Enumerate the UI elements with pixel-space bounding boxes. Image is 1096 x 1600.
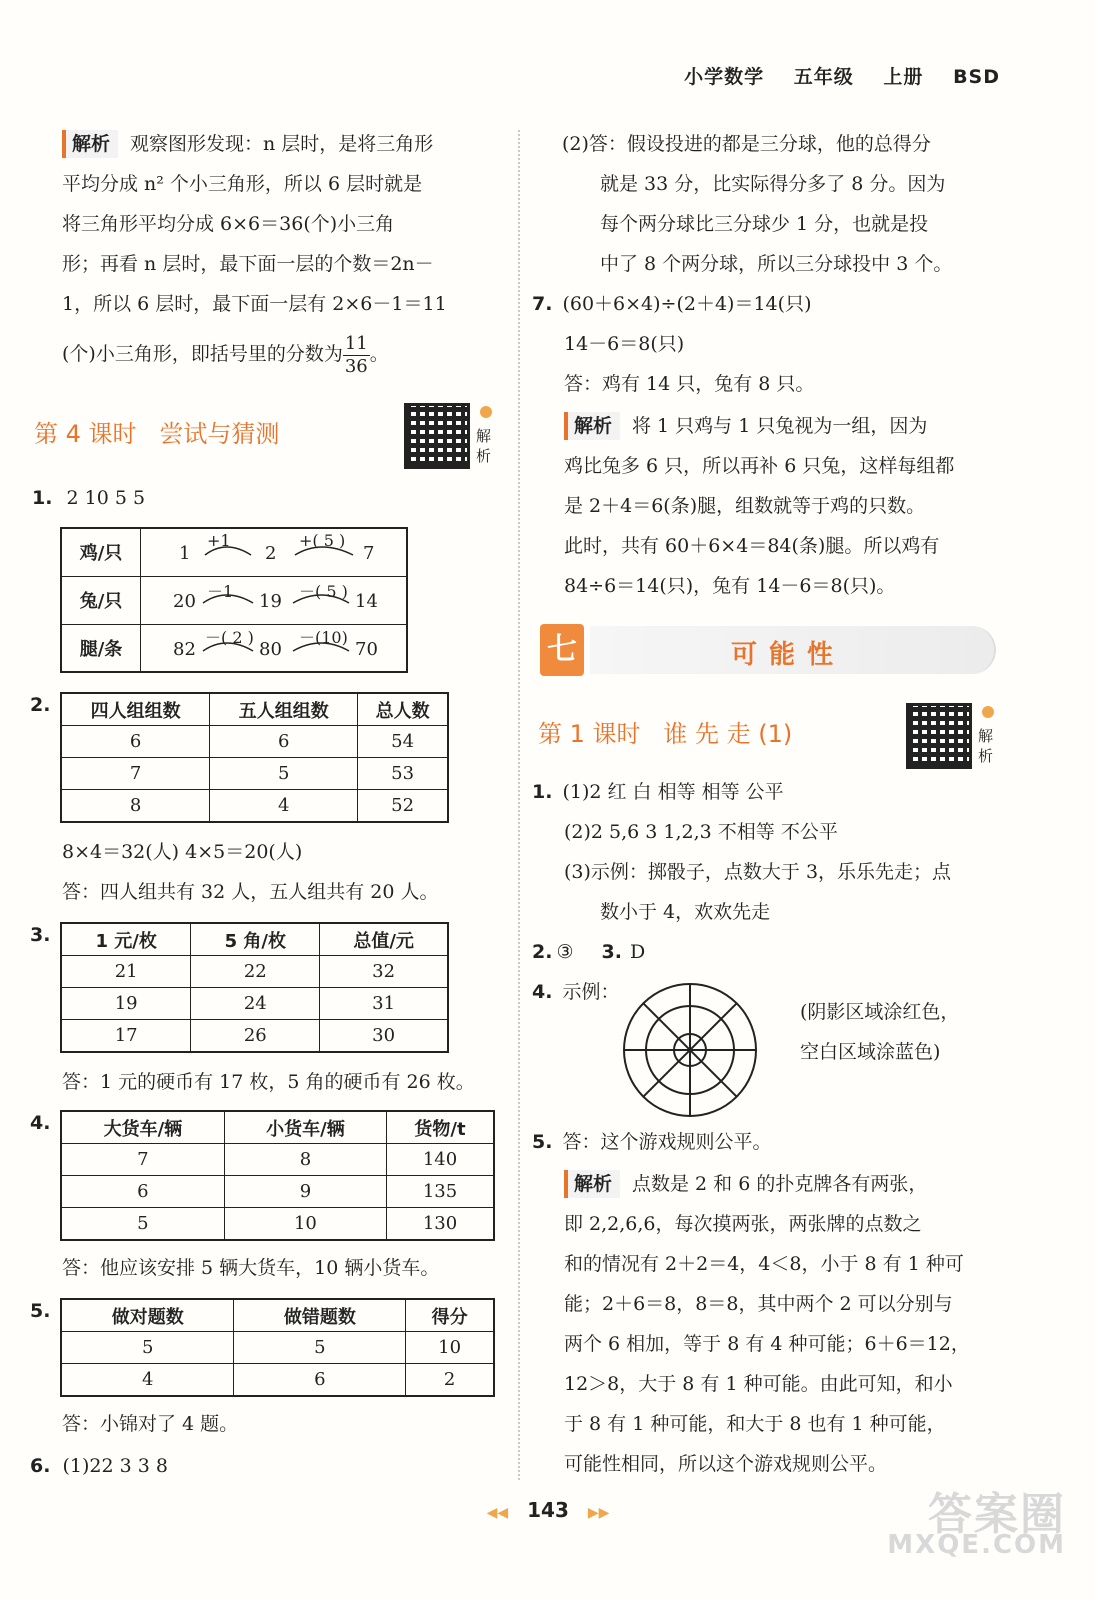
arc-arrows-icon (141, 529, 409, 577)
jiexi-tag: 解析 (62, 130, 118, 158)
question-answer: D (630, 941, 646, 963)
question-answer: ③ (556, 941, 574, 963)
cell-value: 80 (259, 638, 282, 660)
problem-1 (532, 772, 1002, 1012)
change-label: +( 5 ) (299, 531, 346, 550)
row-label: 兔/只 (61, 576, 141, 624)
left-jiexi (62, 124, 502, 384)
header-grade: 五年级 (793, 66, 854, 88)
text-line: 中了 8 个两分球，所以三分球投中 3 个。 (600, 253, 953, 275)
table-header: 总人数 (358, 693, 448, 726)
text-line: (3)示例：掷骰子，点数大于 3，乐乐先走；点 (564, 861, 952, 883)
jiexi-line: 是 2＋4＝6(条)腿，组数就等于鸡的只数。 (564, 495, 926, 517)
column-divider (518, 130, 520, 1480)
qr-code-icon[interactable] (906, 703, 972, 769)
fraction (343, 333, 370, 378)
jiexi-line: 1，所以 6 层时，最下面一层有 2×6－1＝11 (62, 293, 447, 315)
table-header: 总值/元 (320, 923, 448, 956)
fraction-denominator: 36 (344, 355, 368, 377)
page-number: 143 (527, 1498, 569, 1522)
question-answer: (1)22 3 3 8 (62, 1455, 168, 1477)
table-header: 五人组组数 (210, 693, 358, 726)
jiexi-line: 于 8 有 1 种可能，和大于 8 也有 1 种可能， (564, 1413, 946, 1435)
text-line: (2)答：假设投进的都是三分球，他的总得分 (562, 133, 931, 155)
question-number: 5. (30, 1300, 51, 1322)
question-number: 3. (601, 941, 622, 963)
cell-value: 19 (259, 590, 282, 612)
row-label: 鸡/只 (61, 528, 141, 576)
lesson-title-1: 第 1 课时 谁 先 走 (1) (538, 720, 793, 748)
cell-value: 2 (265, 543, 277, 564)
question-answer: 示例： (562, 981, 620, 1003)
table-row: 19 24 31 (61, 988, 448, 1020)
chapter-number: 七 (540, 624, 584, 676)
cell-value: 1 (179, 543, 191, 564)
text-line: (1)2 红 白 相等 相等 公平 (562, 781, 784, 803)
jiexi-line: 此时，共有 60＋6×4＝84(条)腿。所以鸡有 (564, 535, 940, 557)
color-note: (阴影区域涂红色， (800, 1001, 960, 1023)
answer-line: 答：他应该安排 5 辆大货车，10 辆小货车。 (62, 1257, 440, 1279)
chapter-title: 可能性 (730, 640, 845, 670)
coin-table (60, 922, 449, 1053)
fraction-numerator: 11 (344, 332, 368, 354)
table-row: 6 6 54 (61, 726, 448, 758)
table-header: 做对题数 (61, 1299, 234, 1332)
table-header: 四人组组数 (61, 693, 210, 726)
table-header: 得分 (406, 1299, 494, 1332)
lesson-title-4: 第 4 课时 尝试与猜测 (34, 420, 280, 448)
arc-arrows-icon (141, 625, 409, 673)
jiexi-line: 观察图形发现：n 层时，是将三角形 (130, 133, 434, 155)
question-number: 6. (30, 1455, 51, 1477)
answer-line: 答：1 元的硬币有 17 枚，5 角的硬币有 26 枚。 (62, 1071, 475, 1093)
change-label: +1 (207, 531, 231, 550)
table-row: 6 9 135 (61, 1176, 494, 1208)
change-label: －( 2 ) (205, 627, 254, 647)
table-header: 小货车/辆 (224, 1111, 386, 1144)
row-label: 腿/条 (61, 624, 141, 672)
truck-table (60, 1110, 495, 1241)
jiexi-line: 12＞8，大于 8 有 1 种可能。由此可知，和小 (564, 1373, 953, 1395)
question-1 (32, 478, 145, 518)
question-number: 2. (532, 941, 553, 963)
chapter-banner (540, 624, 996, 680)
question-number: 3. (30, 924, 51, 946)
qr-label: 解析 (978, 727, 994, 765)
jiexi-tag: 解析 (564, 1170, 620, 1198)
table-header: 大货车/辆 (61, 1111, 224, 1144)
table-row: 4 6 2 (61, 1364, 494, 1397)
header-subject: 小学数学 (684, 66, 765, 88)
problem-5 (532, 1122, 1002, 1484)
table-header: 1 元/枚 (61, 923, 191, 956)
watermark-text: 答案圈 (928, 1489, 1066, 1540)
cell-value: 82 (173, 638, 196, 660)
jiexi-line: 平均分成 n² 个小三角形，所以 6 层时就是 (62, 173, 423, 195)
qr-label: 解析 (476, 427, 492, 465)
q6-part2 (562, 124, 1002, 284)
question-number: 4. (532, 981, 553, 1003)
table-header: 货物/t (387, 1111, 494, 1144)
question-number: 1. (532, 781, 553, 803)
score-table (60, 1298, 495, 1397)
jiexi-line: 形；再看 n 层时，最下面一层的个数＝2n－ (62, 253, 434, 275)
table-row: 8 4 52 (61, 790, 448, 823)
cell-value: 14 (355, 590, 378, 612)
cell-value: 70 (355, 638, 378, 660)
prev-page-icon[interactable]: ◀◀ (486, 1505, 509, 1521)
table-row: 7 5 53 (61, 758, 448, 790)
jiexi-line: 即 2,2,6,6，每次摸两张，两张牌的点数之 (564, 1213, 922, 1235)
text-line: 就是 33 分，比实际得分多了 8 分。因为 (600, 173, 946, 195)
question-7 (532, 284, 1002, 606)
text-line: 数小于 4，欢欢先走 (600, 901, 771, 923)
text-line: 答：鸡有 14 只，兔有 8 只。 (564, 373, 815, 395)
jiexi-line: 可能性相同，所以这个游戏规则公平。 (564, 1453, 888, 1475)
table-header: 5 角/枚 (191, 923, 320, 956)
watermark-url: MXQE.COM (887, 1530, 1066, 1560)
cell-value: 20 (173, 590, 196, 612)
qr-code-icon[interactable] (404, 403, 470, 469)
jiexi-line: 将三角形平均分成 6×6＝36(个)小三角 (62, 213, 395, 235)
jiexi-line: (个)小三角形，即括号里的分数为 (62, 343, 343, 365)
question-number: 5. (532, 1131, 553, 1153)
cell-value: 7 (363, 543, 375, 564)
table-row: 7 8 140 (61, 1144, 494, 1176)
jiexi-line: 84÷6＝14(只)，兔有 14－6＝8(只)。 (564, 575, 896, 597)
text-line: 每个两分球比三分球少 1 分，也就是投 (600, 213, 929, 235)
table-row: 17 26 30 (61, 1020, 448, 1053)
change-label: －( 5 ) (299, 581, 348, 601)
fraction-end: 。 (369, 343, 389, 365)
group-table (60, 692, 449, 823)
header-term: 上册 (883, 66, 924, 88)
page-header (662, 62, 1000, 89)
color-note: 空白区域涂蓝色) (800, 1041, 941, 1063)
answer-line: 答：四人组共有 32 人，五人组共有 20 人。 (62, 881, 439, 903)
question-number: 1. (32, 487, 53, 509)
jiexi-line: 鸡比兔多 6 只，所以再补 6 只兔，这样每组都 (564, 455, 955, 477)
jiexi-tag: 解析 (564, 412, 620, 440)
text-line: 14－6＝8(只) (564, 333, 685, 355)
jiexi-line: 点数是 2 和 6 的扑克牌各有两张， (632, 1173, 928, 1195)
play-dot-icon (982, 706, 994, 718)
question-number: 4. (30, 1112, 51, 1134)
calc-line: 8×4＝32(人) 4×5＝20(人) (62, 841, 303, 863)
jiexi-line: 两个 6 相加，等于 8 有 4 种可能；6＋6＝12， (564, 1333, 970, 1355)
play-dot-icon (480, 406, 492, 418)
question-number: 7. (532, 293, 553, 315)
change-label: －1 (207, 581, 234, 601)
jiexi-line: 将 1 只鸡与 1 只兔视为一组，因为 (632, 415, 928, 437)
table-header: 做错题数 (234, 1299, 406, 1332)
answer-line: 答：小锦对了 4 题。 (62, 1413, 239, 1435)
question-6 (30, 1446, 168, 1486)
question-number: 2. (30, 694, 51, 716)
jiexi-line: 能；2＋6＝8，8＝8，其中两个 2 可以分别与 (564, 1293, 953, 1315)
text-line: (2)2 5,6 3 1,2,3 不相等 不公平 (564, 821, 838, 843)
table-row: 5 10 130 (61, 1208, 494, 1241)
table-row: 21 22 32 (61, 956, 448, 988)
question-answer: 答：这个游戏规则公平。 (562, 1131, 772, 1153)
jiexi-line: 和的情况有 2＋2＝4，4＜8，小于 8 有 1 种可 (564, 1253, 964, 1275)
circle-target-icon (620, 980, 760, 1120)
header-edition: BSD (953, 66, 1000, 88)
change-label: －(10) (299, 627, 348, 647)
chicken-rabbit-table (60, 527, 408, 673)
text-line: (60＋6×4)÷(2＋4)＝14(只) (562, 293, 812, 315)
table-row: 5 5 10 (61, 1332, 494, 1364)
arc-arrows-icon (141, 577, 409, 625)
next-page-icon[interactable]: ▶▶ (587, 1505, 610, 1521)
question-answer: 2 10 5 5 (66, 487, 146, 509)
